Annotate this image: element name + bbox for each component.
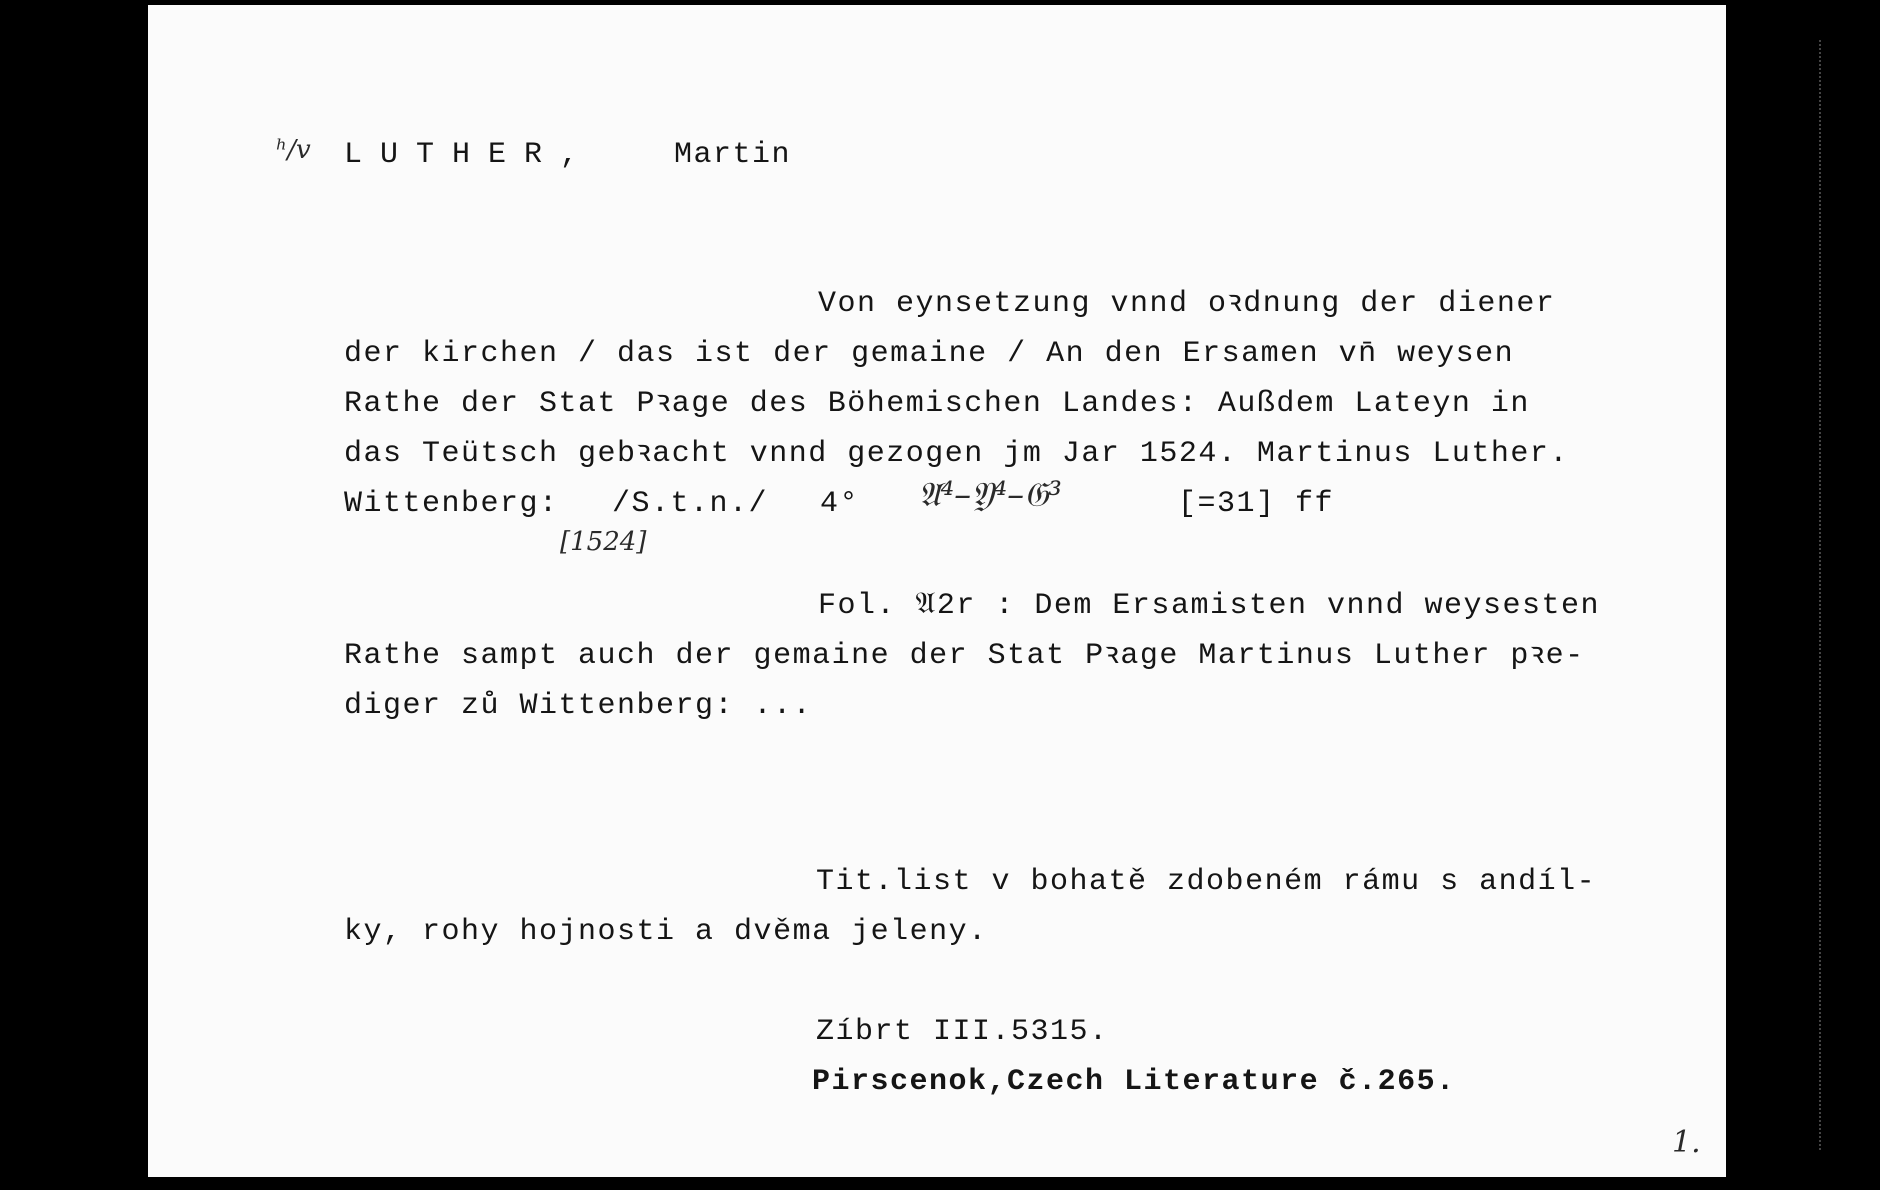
title-line-1: Von eynsetzung vnnd oꝛdnung der diener	[818, 287, 1556, 321]
reference-zibrt: Zíbrt III.5315.	[816, 1015, 1109, 1049]
catalog-card	[148, 5, 1726, 1177]
note-line-2: ky, rohy hojnosti a dvěma jeleny.	[344, 915, 988, 949]
author-forename: Martin	[674, 138, 792, 172]
page-number: 1.	[1672, 1125, 1701, 1160]
imprint-leaves: [=31] ff	[1178, 487, 1335, 521]
title-line-3: Rathe der Stat Pꝛage des Böhemischen Landes: Außdem Lateyn in	[344, 387, 1530, 421]
imprint-publisher: /S.t.n./	[612, 487, 769, 521]
imprint-collation: 𝔄⁴–𝔜⁴–𝔊³	[918, 475, 1062, 515]
imprint-place: Wittenberg:	[344, 487, 559, 521]
title-line-4: das Teütsch gebꝛacht vnnd gezogen jm Jar 1524. Martinus Luther.	[344, 437, 1569, 471]
marginal-mark: ʰ/v	[276, 135, 311, 165]
author-surname: LUTHER,	[344, 138, 597, 172]
reference-pirscenok: Pirscenok,Czech Literature č.265.	[812, 1065, 1456, 1099]
imprint-date-handwritten: [1524]	[560, 527, 647, 557]
note-line-1: Tit.list v bohatě zdobeném rámu s andíl-	[816, 865, 1597, 899]
dedication-line-2: Rathe sampt auch der gemaine der Stat Pꝛage Martinus Luther pꝛe-	[344, 639, 1585, 673]
dedication-line-3: diger zů Wittenberg: ...	[344, 689, 813, 723]
title-line-2: der kirchen / das ist der gemaine / An den Ersamen vn̄ weysen	[344, 337, 1515, 371]
imprint-format: 4°	[820, 487, 860, 521]
scan-edge-marks	[1819, 40, 1824, 1150]
dedication-line-1: Fol. 𝔄2r : Dem Ersamisten vnnd weysesten	[818, 589, 1601, 623]
